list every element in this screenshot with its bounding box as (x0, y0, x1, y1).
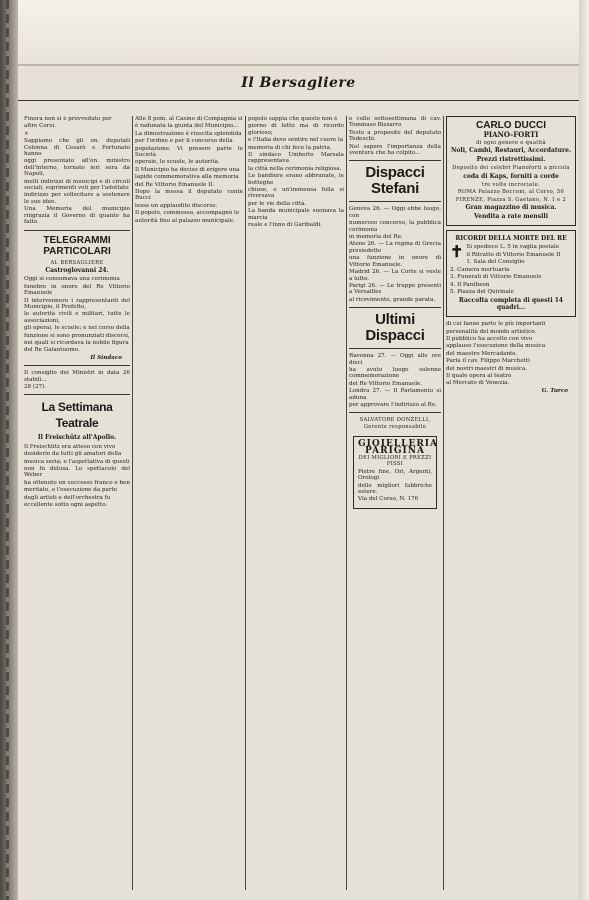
column-rule (443, 116, 444, 890)
text-line: giorno di lutto ma di ricordo glorioso; (248, 123, 344, 136)
text-line: Nel sapere l'importanza della sventura che ha colpito... (349, 143, 441, 157)
text-line: il Ritratto di Vittorio Emanuele II (466, 251, 561, 258)
bottom-note (24, 370, 130, 390)
telegram-heading: TELEGRAMMI PARTICOLARI (43, 234, 111, 257)
text-line: musica seria; e l'aspettativa di questi (24, 458, 130, 465)
ducci-ad-line: Deposito dei celebri Pianoforti a piccola (452, 165, 570, 172)
text-line: chiuse, e un'immensa folla si riversava (248, 187, 344, 200)
text-line: × (24, 130, 29, 137)
text-line: e collo sottosettimana di cav. Tommaso Bizzarro (349, 116, 441, 129)
text-line: al Mercato di Venezia. (446, 380, 510, 387)
divider (349, 412, 441, 413)
gioielleria-subtitle: DEI MIGLIORI E PREZZI FISSI (358, 455, 432, 468)
text-line: lesse un applaudito discorso. (135, 202, 218, 209)
masthead (18, 66, 579, 101)
ducci-ad-line: tre volte incrociate. (481, 182, 541, 189)
text-line: Alle 8 pom. al Casino di Compagnia si (135, 116, 243, 122)
column-2 (135, 116, 243, 890)
text-line: autorità fino al palazzo municipale. (135, 217, 235, 224)
column-5 (446, 116, 576, 890)
text-line: altre Corsi. (24, 123, 56, 130)
text-line: nei quali si ricordava la nobile figura (24, 339, 129, 346)
ricordi-heading: RICORDI DELLA MORTE DEL RE (455, 235, 567, 243)
column-3 (248, 116, 344, 890)
text-line: 1. Sala del Consiglio (466, 259, 525, 266)
cross-icon: ✝ (450, 242, 464, 262)
ducci-ad (446, 116, 576, 226)
text-line: e l'Italia deve sentire nel cuore la (248, 137, 344, 144)
dispatch-line: Madrid 26. — La Corte si veste a lutto. (349, 269, 441, 282)
text-line: Parla il cav. Filippo Marchetti (446, 358, 530, 365)
text-line: 5. Piazza del Quirinale (450, 288, 514, 295)
ducci-ad-line: Prezzi ristrettissimi. (476, 155, 546, 163)
divider (349, 348, 441, 349)
text-line: delle migliori fabbriche estere. (358, 482, 432, 496)
text-line: Il popolo, commosso, accompagnò le (135, 210, 240, 217)
text-line: funzione si sono pronunziati discorsi, (24, 332, 130, 339)
text-line: meritato, e l'esecuzione da parte (24, 487, 118, 494)
dispatch-line: una funzione in onore di Vittorio Emanuele. (349, 255, 441, 268)
divider (349, 307, 441, 308)
text-line: del Re Galantuomo. (24, 347, 80, 354)
gioielleria-ad (353, 436, 437, 509)
ultimi-dispacci-body (349, 353, 441, 408)
text-line: Il quale opera al teatro (446, 372, 512, 379)
column-1 (24, 116, 130, 890)
dispacci-stefani-body (349, 206, 441, 303)
column-3-body (248, 116, 344, 229)
text-line: del Re Vittorio Emanuele II. (135, 181, 215, 188)
text-line: per l'ordine e per il concorso della (135, 138, 233, 145)
telegram-place: Castroglovanni 24. (45, 266, 109, 274)
ducci-ad-city: FIRENZE, Piazza S. Gaetano, N. 1 e 2 (455, 196, 567, 203)
dispatch-line: Londra 27. — Il Parlamento si aduna (349, 388, 441, 401)
text-line: gli operai, le scuole; e nel corso della (24, 325, 130, 332)
text-line: popolo sappia che questo non è (248, 116, 338, 122)
text-line: popolazione. Vi presero parte le Società (135, 145, 243, 159)
telegram-body (24, 276, 130, 353)
text-line: Oggi si consumava una cerimonia (24, 276, 120, 283)
dispatch-line: al ricevimento, grande parata. (349, 296, 436, 303)
column-rule (132, 116, 133, 890)
text-line: Il Freischütz era atteso con vivo (24, 443, 116, 450)
dispatch-line: ha avuto luogo solenne commemorazione (349, 366, 441, 380)
text-line: Finora non si è provveduto per (24, 116, 112, 122)
ducci-ad-name: CARLO DUCCI (476, 120, 546, 131)
text-line: per le vie della città. (248, 200, 307, 207)
text-line: 28 (27). (24, 384, 47, 390)
text-line: lapide commemorativa alla memoria (135, 174, 239, 181)
text-line: II intervennero i rappresentanti del Municipio, il Prefetto, (24, 297, 130, 310)
gioielleria-title: GIOIELLERIA PARIGINA (358, 439, 438, 456)
dispatch-line: del Re Vittorio Emanuele. (349, 380, 423, 387)
ducci-ad-magazzino: Gran magazzino di musica. (465, 204, 557, 212)
column-5-body (446, 321, 576, 387)
ducci-ad-line: di ogni genere e qualità (476, 140, 546, 146)
text-line: reale e l'inno di Garibaldi. (248, 222, 323, 229)
page-edge (579, 0, 589, 900)
column-4-intro (349, 116, 441, 156)
dispatch-line: per approvare l'indirizzo al Re. (349, 401, 437, 408)
text-line: non fu delusa. Lo spettacolo del Weber (24, 466, 130, 479)
text-line: Si spedisce L. 5 in vaglia postale (466, 244, 560, 251)
text-line: funebre in onore del Re Vittorio Emanuele (24, 283, 130, 297)
blank-top-margin (18, 0, 579, 66)
text-line: applauso l'esecuzione della musica (446, 343, 546, 350)
text-line: Una Memoria del municipio ringrazia il Governo di quanto ha fatto. (24, 206, 130, 226)
page-binding (0, 0, 18, 900)
text-line: Dopo la messa il deputato conte Bucci (135, 189, 243, 202)
text-line: 3. Funerali di Vittorio Emanuele (450, 274, 542, 281)
ducci-ad-line: Noli, Cambi, Restauri, Accordature. (450, 147, 572, 155)
masthead-title: Il Bersagliere (241, 75, 356, 91)
divider (349, 201, 441, 202)
text-line: dei nostri maestri di musica. (446, 365, 528, 372)
text-line: La banda municipale suonava la marcia (248, 208, 344, 221)
settimana-body (24, 444, 130, 509)
text-line: Testo a proposito del deputato Tedeschi. (349, 129, 441, 143)
divider (24, 394, 130, 395)
ricordi-body (450, 244, 572, 295)
text-line: Il sindaco Umberto Marsala rappresentava (248, 152, 344, 165)
telegram-signature: Il Sindaco (90, 354, 122, 361)
text-line: La dimostrazione è riuscita splendida (135, 130, 242, 137)
text-line: desiderio da tutti gli amatori della (24, 451, 122, 458)
dispatch-line: Atene 26. — La regina di Grecia presiedette (349, 241, 441, 254)
raccolta-line: Raccolta completa di questi 14 quadri... (458, 297, 564, 311)
text-line: Il pubblico ha accolto con vivo (446, 335, 533, 342)
text-line: 2. Camera mortuaria (450, 266, 510, 273)
text-line: Il Municipio ha deciso di erigere una (135, 166, 240, 173)
text-line: degli artisti e dell'orchestra fu (24, 494, 111, 501)
text-line: indirizzo per sollecitare a sostenere le sue idee. (24, 192, 130, 205)
column-rule (245, 116, 246, 890)
ducci-ad-city: ROMA Palazzo Bocconi, al Corso, 56 (457, 189, 565, 196)
text-line: molti indirizzi di municipi e di circoli sociali, esprimenti voti per l'adottato (24, 178, 130, 192)
dispatch-line: in memoria del Re. (349, 234, 403, 241)
text-line: del maestro Mercadante. (446, 350, 518, 357)
text-line: di cui fanno parte le più importanti (446, 321, 546, 328)
dispatch-line: Genova 26. — Oggi ebbe luogo, con (349, 206, 441, 219)
dispacci-stefani-heading: Dispacci Stefani (365, 164, 425, 198)
text-line: memoria di chi fece la patria. (248, 144, 332, 151)
text-line: ha ottenuto un successo franco e ben (24, 479, 130, 486)
text-line: le autorità civili e militari, tutte le associazioni, (24, 311, 130, 324)
text-line: oggi presentato all'on. ministro dell'interno, tornato ieri sera da Napoli, (24, 158, 130, 178)
text-line: Il consiglio dei Ministri in data 26 stabilì... (24, 370, 130, 383)
settimana-subheading: Il Freischütz all'Apollo. (37, 434, 117, 442)
column-4 (349, 116, 441, 890)
text-line: Pietre fine, Ori, Argenti, Orologi (358, 468, 432, 482)
text-line: la città nella cerimonia religiosa. (248, 165, 342, 172)
ultimi-dispacci-heading: Ultimi Dispacci (365, 311, 425, 345)
divider (349, 160, 441, 161)
column-5-signature: G. Turco (541, 387, 568, 394)
telegram-subheading: AL BERSAGLIERE (50, 259, 104, 266)
text-line: è radunata la giunta del Municipio... (135, 123, 239, 130)
column-2-body (135, 116, 243, 224)
gerente-line: SALVATORE DONZELLI, Gerente responsabile (359, 417, 431, 430)
text-line: operaie, le scuole, le autorità. (135, 159, 220, 166)
column-rule (346, 116, 347, 890)
divider (24, 230, 130, 231)
text-line: personalità del mondo artistico. (446, 328, 537, 335)
text-line: 4. Il Pantheon (450, 281, 490, 288)
settimana-heading: La Settimana Teatrale (41, 400, 113, 431)
text-line: Le bandiere erano abbrunate, le botteghe (248, 173, 344, 186)
divider (24, 365, 130, 366)
text-line: Via del Corso, N. 176 (358, 496, 419, 503)
ducci-ad-rate: Vendita a rate mensili (474, 212, 548, 220)
dispatch-line: numeroso concorso, la pubblica cerimonia (349, 220, 441, 233)
column-1-intro (24, 116, 130, 226)
text-line: Sappiamo che gli on. deputati Colonna di Cesarò e Fortunato hanno (24, 138, 130, 158)
ducci-ad-subtitle: PIANO-FORTI (483, 130, 539, 139)
gioielleria-body (358, 469, 432, 503)
text-line: eccellente sotto ogni aspetto. (24, 502, 108, 509)
dispatch-line: Ravenna 27. — Oggi alle ore dieci (349, 353, 441, 366)
ricordi-ad (446, 230, 576, 317)
dispatch-line: Parigi 26. — Le truppe presenti a Versailles (349, 282, 441, 296)
ducci-ad-line: coda di Kaps, forniti a corde (463, 172, 559, 180)
